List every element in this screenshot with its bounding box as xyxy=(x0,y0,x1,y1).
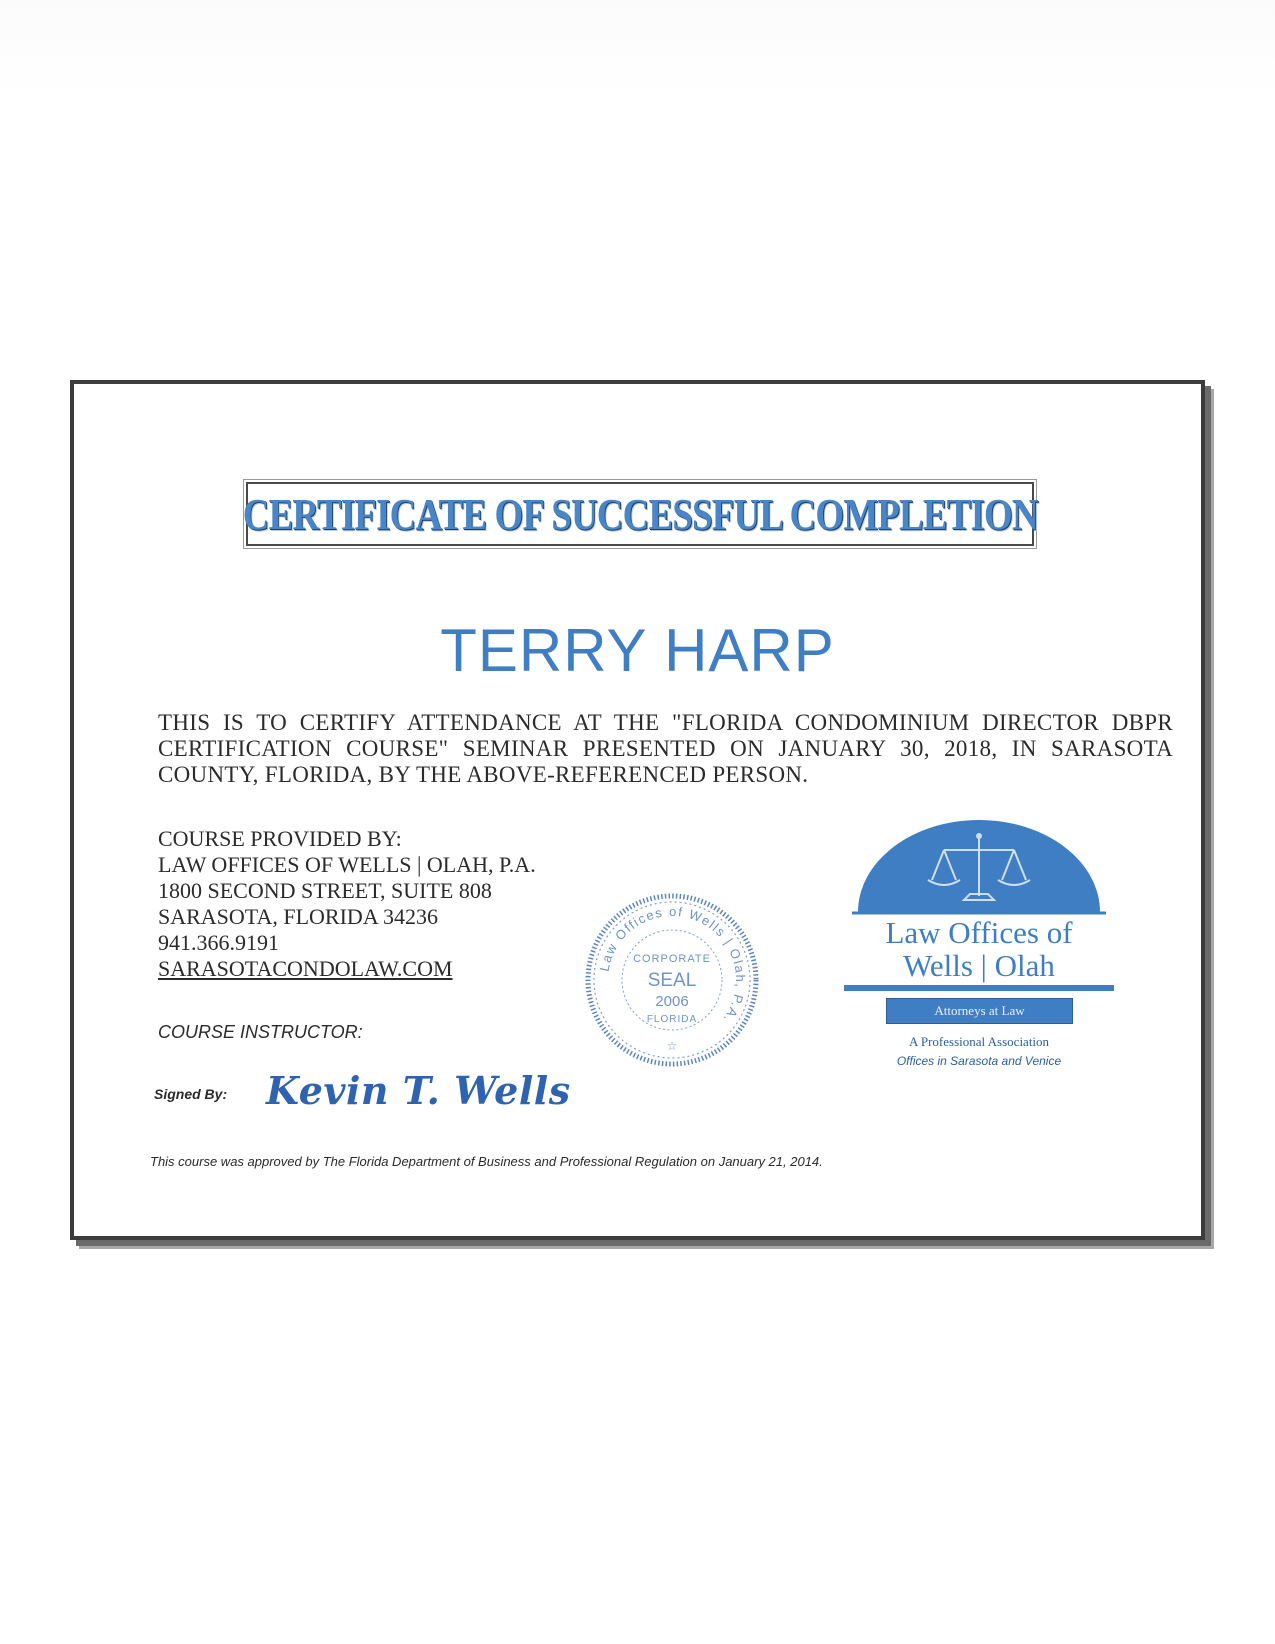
logo-firm-line2: Wells | Olah xyxy=(903,948,1055,983)
course-instructor-label: COURSE INSTRUCTOR: xyxy=(158,1022,363,1042)
certificate-frame xyxy=(70,380,1205,1240)
provider-heading: COURSE PROVIDED BY: xyxy=(158,826,402,851)
provider-website-link[interactable]: SARASOTACONDOLAW.COM xyxy=(158,956,453,981)
provider-name: LAW OFFICES OF WELLS | OLAH, P.A. xyxy=(158,852,536,877)
provider-address-line1: 1800 SECOND STREET, SUITE 808 xyxy=(158,878,492,903)
seal-year-text: 2006 xyxy=(655,993,689,1010)
logo-firm-line1: Law Offices of xyxy=(885,915,1073,950)
firm-logo xyxy=(844,816,1114,1076)
recipient-name: TERRY HARP xyxy=(440,617,835,684)
logo-divider xyxy=(844,985,1114,991)
seal-ring-text: Law Offices of Wells | Olah, P.A. xyxy=(596,903,749,1027)
logo-firm-name xyxy=(844,916,1114,982)
scales-of-justice-icon xyxy=(844,816,1114,916)
course-provider-block xyxy=(158,826,578,982)
corporate-seal xyxy=(584,892,760,1068)
signed-by-label: Signed By: xyxy=(154,1086,228,1102)
logo-association: A Professional Association xyxy=(908,1034,1050,1049)
seal-seal-text: SEAL xyxy=(647,970,697,991)
approval-note: This course was approved by The Florida Department of Business and Professional Regulation on January 21, 2014. xyxy=(150,1154,823,1169)
provider-address-line2: SARASOTA, FLORIDA 34236 xyxy=(158,904,438,929)
star-icon: ☆ xyxy=(666,1039,678,1053)
provider-phone: 941.366.9191 xyxy=(158,930,279,955)
seal-state-text: FLORIDA xyxy=(646,1014,698,1025)
seal-corporate-text: CORPORATE xyxy=(633,953,711,965)
logo-tagline: Attorneys at Law xyxy=(886,998,1073,1024)
instructor-signature: Kevin T. Wells xyxy=(266,1068,571,1113)
logo-offices: Offices in Sarasota and Venice xyxy=(896,1054,1062,1068)
certificate-title: CERTIFICATE OF SUCCESSFUL COMPLETION xyxy=(242,489,1038,539)
certificate-title-box xyxy=(242,482,1038,546)
certification-statement: THIS IS TO CERTIFY ATTENDANCE AT THE "FLORIDA CONDOMINIUM DIRECTOR DBPR CERTIFICATION COURSE" SEMINAR PRESENTED ON JANUARY 30, 2018, IN SARASOTA COUNTY, FLORIDA, BY THE ABOVE-REFERENCED PERSON. xyxy=(158,710,1173,787)
